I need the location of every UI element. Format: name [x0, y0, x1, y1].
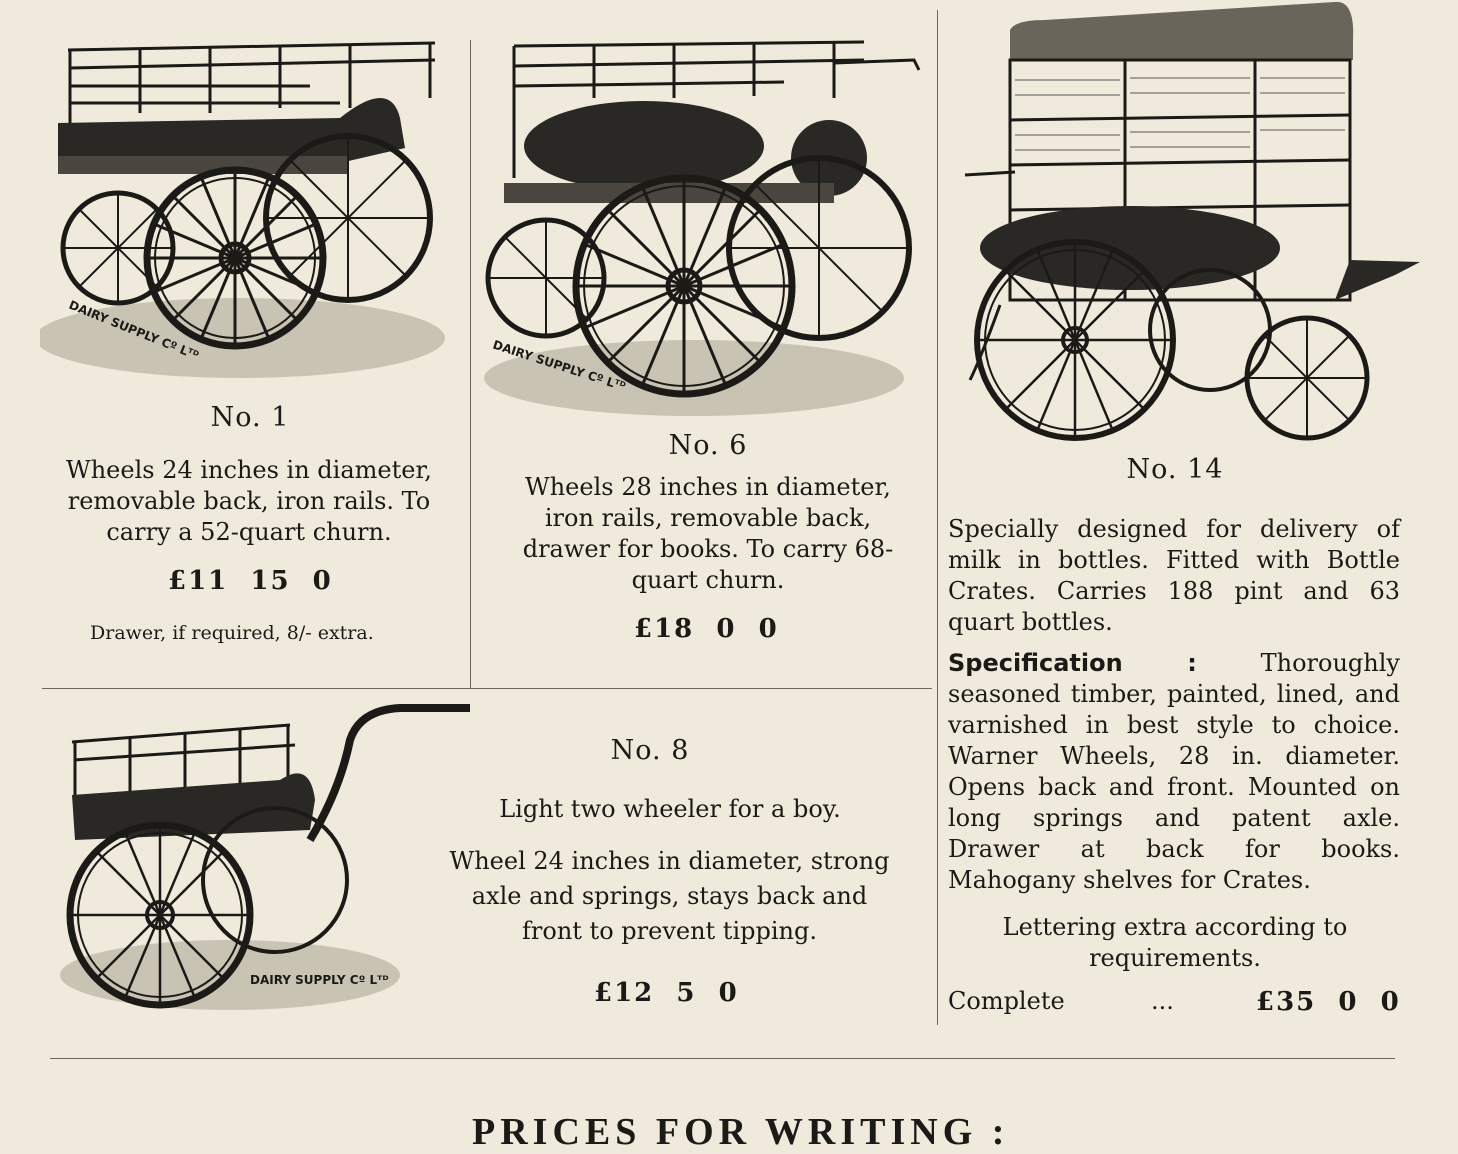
stamp-no1: DAIRY SUPPLY Cº Lᵀᴰ	[66, 297, 201, 363]
cart-no14-illustration	[955, 0, 1425, 450]
cart-no6-illustration	[484, 38, 924, 418]
item-no14-lettering: Lettering extra according to requirements.	[1002, 913, 1348, 972]
item-no8-price: £12 5 0	[594, 978, 739, 1008]
column-divider-2	[937, 10, 938, 1025]
item-no14-title: No. 14	[1126, 454, 1224, 485]
item-no14-price: £35 0 0	[1256, 987, 1401, 1017]
stamp-no6: DAIRY SUPPLY Cº Lᵀᴰ	[491, 337, 628, 394]
item-no14-specification	[948, 648, 1400, 896]
column-divider-1	[470, 40, 471, 688]
stamp-no8: DAIRY SUPPLY Cº Lᵀᴰ	[250, 973, 389, 987]
bottom-divider	[50, 1058, 1395, 1059]
specification-text: Thoroughly seasoned timber, painted, lined, and varnished in best style to choice. Warner Wheels, 28 in. diameter. Opens back and front. Mounted on long springs and patent axle. Drawer at back for books. Mahogany shelves for Crates.	[948, 649, 1400, 894]
complete-label: Complete	[948, 987, 1065, 1015]
item-no1-note: Drawer, if required, 8/- extra.	[90, 622, 374, 644]
item-no6-title: No. 6	[668, 430, 748, 461]
item-no8-headline: Light two wheeler for a boy.	[499, 795, 841, 823]
item-no8-description: Wheel 24 inches in diameter, strong axle and springs, stays back and front to prevent tipping.	[449, 847, 890, 945]
row-divider	[42, 688, 932, 689]
item-no14-description: Specially designed for delivery of milk in bottles. Fitted with Bottle Crates. Carries 188 pint and 63 quart bottles.	[948, 515, 1400, 636]
footer-heading: PRICES FOR WRITING :	[472, 1111, 1010, 1153]
complete-dots: ...	[1151, 987, 1174, 1015]
item-no6-price: £18 0 0	[634, 614, 779, 644]
specification-label: Specification :	[948, 649, 1197, 677]
item-no8-title: No. 8	[610, 735, 690, 766]
cart-no1-illustration	[40, 38, 460, 383]
item-no1-title: No. 1	[210, 402, 290, 433]
item-no1-price: £11 15 0	[168, 566, 333, 596]
item-no6-description: Wheels 28 inches in diameter, iron rails, removable back, drawer for books. To carry 68-quart churn.	[522, 473, 894, 594]
item-no1-description: Wheels 24 inches in diameter, removable back, iron rails. To carry a 52-quart churn.	[66, 456, 432, 546]
cart-no8-illustration	[60, 700, 480, 1020]
